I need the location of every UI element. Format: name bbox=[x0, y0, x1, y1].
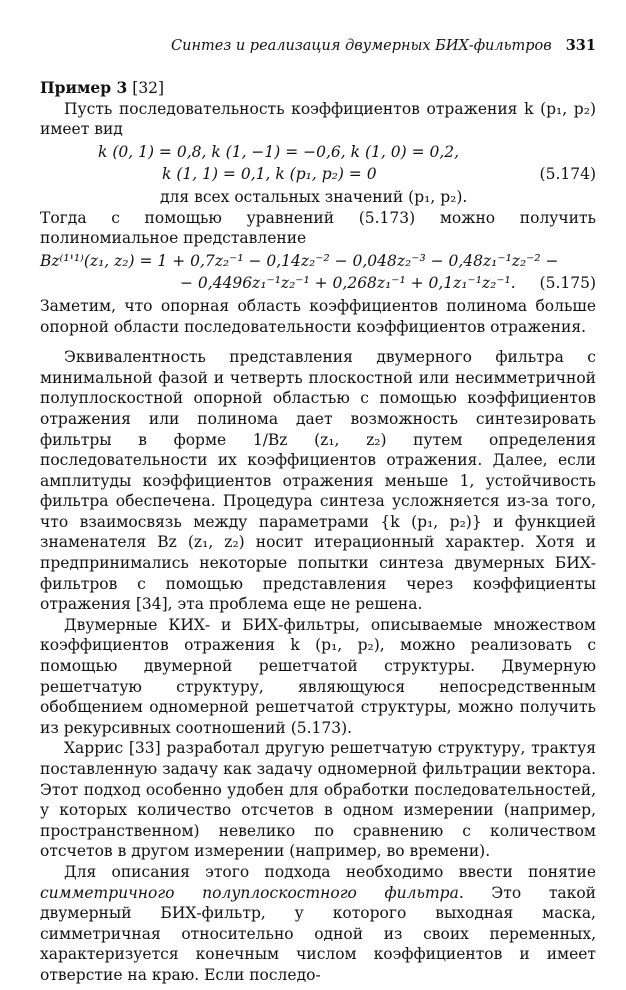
equation-number: (5.175) bbox=[539, 274, 596, 293]
equation-text: k (0, 1) = 0,8, k (1, −1) = −0,6, k (1, 0) = 0,2, bbox=[98, 142, 460, 161]
example-reference: [32] bbox=[132, 79, 165, 97]
equation-text: k (1, 1) = 0,1, k (p₁, p₂) = 0 bbox=[162, 165, 377, 184]
example-heading bbox=[40, 78, 596, 99]
paragraph-5: Двумерные КИХ- и БИХ-фильтры, описываемые множеством коэффициентов отражения k (p₁, p₂), можно реализовать с помощью двумерной решетчатой структуры. Двумерную решетчатую структуру, являющуюся непосредственным обобщением одномерной решетчатой структуры, можно получить из рекурсивных соотношений (5.173). bbox=[40, 615, 596, 737]
example-title: Пример 3 bbox=[40, 78, 128, 97]
equation-5-174-line-1 bbox=[40, 142, 596, 163]
paragraph-3: Заметим, что опорная область коэффициентов полинома больше опорной области последовательности коэффициентов отражения. bbox=[40, 296, 596, 336]
equation-5-174-line-2 bbox=[40, 164, 596, 185]
running-title: Синтез и реализация двумерных БИХ-фильтров bbox=[171, 38, 552, 54]
equation-5-175-line-2 bbox=[40, 273, 596, 294]
page-content bbox=[40, 78, 596, 986]
paragraph-7 bbox=[40, 862, 596, 986]
paragraph-7-start: Для описания этого подхода необходимо ввести понятие bbox=[64, 862, 596, 881]
paragraph-6: Харрис [33] разработал другую решетчатую структуру, трактуя поставленную задачу как задачу одномерной фильтрации вектора. Этот подход особенно удобен для обработки последовательностей, у которых количество отсчетов в одном измерении (например, пространственном) невелико по сравнению с количеством отсчетов в другом измерении (например, во времени). bbox=[40, 739, 596, 861]
equation-text: − 0,4496z₁⁻¹z₂⁻¹ + 0,268z₁⁻¹ + 0,1z₁⁻¹z₂⁻¹. bbox=[180, 274, 516, 293]
paragraph-1: Пусть последовательность коэффициентов отражения k (p₁, p₂) имеет вид bbox=[40, 99, 596, 139]
defined-term: симметричного полуплоскостного фильтра bbox=[40, 883, 459, 902]
paragraph-7-end: . Это такой двумерный БИХ-фильтр, у которого выходная маска, симметричная относительно одной из своих переменных, характеризуется конечным числом коэффициентов и имеет отверстие на краю. Если последо- bbox=[40, 883, 596, 984]
running-header bbox=[40, 36, 596, 56]
equation-5-175-line-1 bbox=[40, 251, 596, 272]
equation-text: Bz⁽¹'¹⁾(z₁, z₂) = 1 + 0,7z₂⁻¹ − 0,14z₂⁻² − 0,048z₂⁻³ − 0,48z₁⁻¹z₂⁻² − bbox=[40, 251, 559, 270]
equation-number: (5.174) bbox=[539, 165, 596, 184]
equation-condition: для всех остальных значений (p₁, p₂). bbox=[160, 187, 468, 206]
paragraph-2: Тогда с помощью уравнений (5.173) можно получить полиномиальное представление bbox=[40, 208, 596, 248]
page-number: 331 bbox=[565, 37, 596, 54]
paragraph-4: Эквивалентность представления двумерного фильтра с минимальной фазой и четверть плоскостной или несимметричной полуплоскостной опорной областью с помощью коэффициентов отражения или полинома дает возможность синтезировать фильтры в форме 1/Bz (z₁, z₂) путем определения последовательности их коэффициентов отражения. Далее, если амплитуды коэффициентов отражения меньше 1, устойчивость фильтра обеспечена. Процедура синтеза усложняется из-за того, что взаимосвязь между параметрами {k (p₁, p₂)} и функцией знаменателя Bz (z₁, z₂) носит итерационный характер. Хотя и предпринимались некоторые попытки синтеза двумерных БИХ-фильтров с помощью представления через коэффициенты отражения [34], эта проблема еще не решена. bbox=[40, 348, 596, 614]
